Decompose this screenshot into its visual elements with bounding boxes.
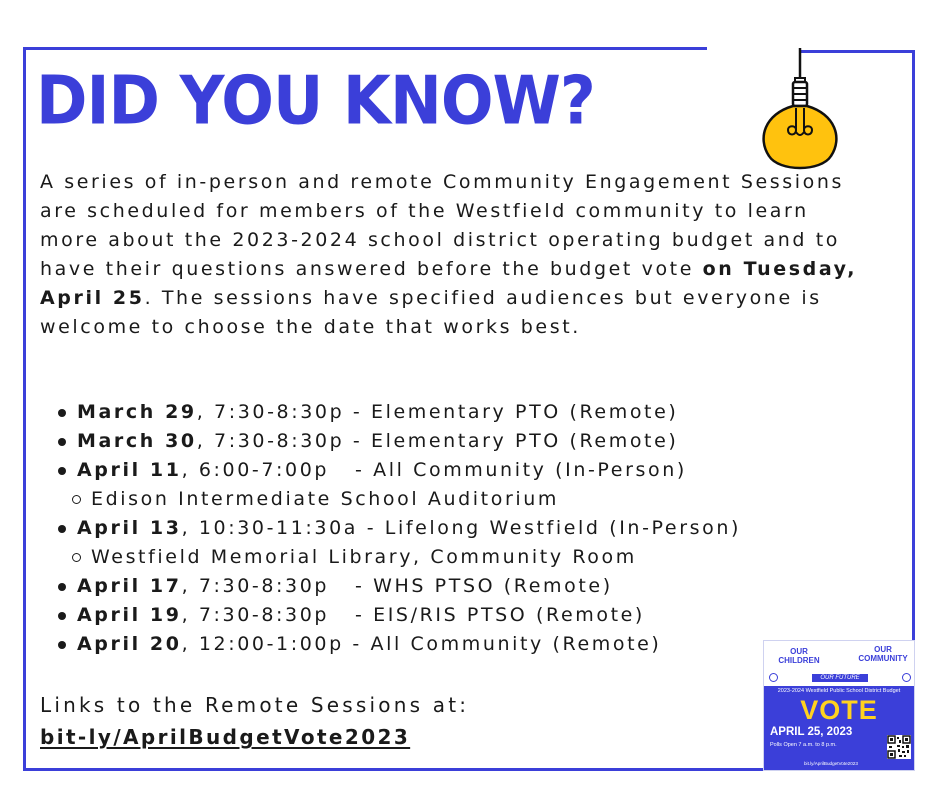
intro-text-bold: on Tuesday, April 25 [40,258,858,309]
session-item [55,601,741,630]
intro-text-before: A series of in-person and remote Community Engagement Sessions are scheduled for members of the Westfield community to learn more about the 2023-2024 school district operating budget and to have their questions answered before the budget vote [40,171,845,280]
frame-border-left [23,47,26,771]
session-date: March 30 [77,430,197,452]
vote-flyer-thumbnail [763,640,915,771]
session-item [55,398,741,427]
frame-border-right [912,50,915,644]
session-date: April 19 [77,604,182,626]
our-community-label: OUR COMMUNITY [858,645,908,663]
frame-border-top [23,47,707,50]
vote-flyer-caption: 2023-2024 Westfield Public School District Budget [777,688,901,694]
session-detail: , 7:30-8:30p - Elementary PTO (Remote) [196,401,679,423]
vote-flyer-body [764,686,914,771]
vote-date: APRIL 25, 2023 [770,726,853,738]
polls-hours: Polls Open 7 a.m. to 8 p.m. [770,742,837,748]
session-date: April 20 [77,633,182,655]
session-detail: , 7:30-8:30p - WHS PTSO (Remote) [181,575,613,597]
session-item [55,572,741,601]
intro-paragraph [40,168,860,342]
frame-border-bottom [23,768,763,771]
session-item [55,456,741,485]
page-title: DID YOU KNOW? [36,61,595,140]
qr-code-icon [887,735,911,759]
intro-text-after: . The sessions have specified audiences but everyone is welcome to choose the date that works best. [40,287,822,338]
session-item [55,427,741,456]
session-date: April 11 [77,459,182,481]
our-children-label: OUR CHILDREN [778,647,820,665]
sessions-list [55,398,741,659]
session-detail: , 7:30-8:30p - Elementary PTO (Remote) [196,430,679,452]
our-future-label: OUR FUTURE [812,674,868,682]
seal-icon [902,673,911,682]
session-date: April 17 [77,575,182,597]
session-item [55,630,741,659]
session-detail: , 6:00-7:00p - All Community (In-Person) [181,459,687,481]
session-location-text: Edison Intermediate School Auditorium [91,488,559,510]
budget-vote-link[interactable]: bit-ly/AprilBudgetVote2023 [40,725,411,749]
session-location [55,543,741,572]
session-location-text: Westfield Memorial Library, Community Room [91,546,637,568]
links-label: Links to the Remote Sessions at: [40,693,470,717]
session-date: March 29 [77,401,197,423]
vote-flyer-header [764,641,914,686]
vote-heading: VOTE [800,695,878,725]
session-date: April 13 [77,517,182,539]
vote-flyer-link: bit.ly/AprilBudgetVote2023 [804,761,858,766]
session-detail: , 10:30-11:30a - Lifelong Westfield (In-Person) [181,517,741,539]
session-item [55,514,741,543]
session-location [55,485,741,514]
session-detail: , 7:30-8:30p - EIS/RIS PTSO (Remote) [181,604,645,626]
seal-icon [769,673,778,682]
session-detail: , 12:00-1:00p - All Community (Remote) [181,633,662,655]
light-bulb-icon [755,48,845,188]
